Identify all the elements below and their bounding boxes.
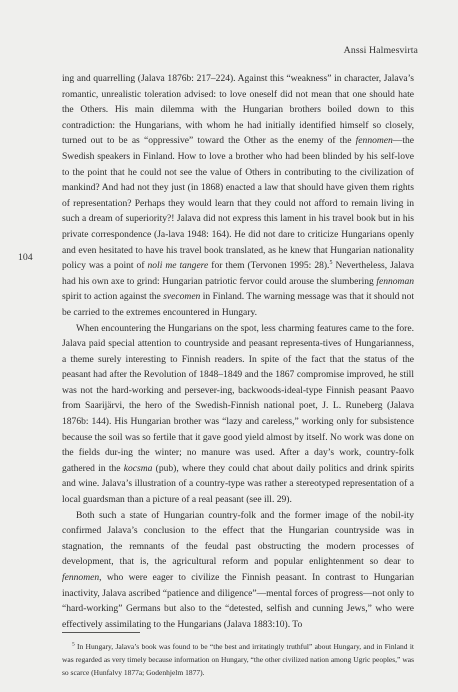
paragraph bbox=[62, 508, 414, 633]
text-run: in Finland. The warning message was that it should not be carried to the extremes encountered in Hungary. bbox=[62, 291, 414, 318]
footnote bbox=[62, 640, 414, 680]
text-run: (pub), where they could chat about daily politics and drink spirits and wine. Jalava’s illustration of a country-type was rather a stereotyped representation of a local guardsman than a picture of a real peasant (see ill. 29). bbox=[62, 462, 414, 506]
italic-text: fennoman bbox=[376, 275, 414, 287]
text-run: In Hungary, Jalava’s book was found to be “the best and irritatingly truthful” about Hungary, and in Finland it was regarded as very timely because information on Hungary, “the other civilized nation among Ugric peoples,” was so scarce (Hunfalvy 1877a; Godenhjelm 1877). bbox=[62, 642, 414, 678]
text-run: —the Swedish speakers in Finland. How to love a brother who had been blinded by his self-love to the point that he could not see the value of Others in contributing to the civilization of mankind? And had not they just (in 1868) enacted a law that should have given them rights of representation? Perhaps they would learn that they could not afford to remain living in such a dream of superiority?! Jalava did not express this lament in his travel book but in his private correspondence (Ja-lava 1948: 164). He did not dare to criticize Hungarians openly and even hesitated to have his travel book translated, as he knew that Hungarian nationality policy was a point of bbox=[62, 135, 414, 272]
italic-text: fennomen bbox=[355, 135, 393, 147]
footnote-divider bbox=[62, 632, 140, 633]
text-run: When encountering the Hungarians on the spot, less charming features came to the fore. Jalava paid special attention to countryside and peasant representa-tives of Hungarianness, a theme surely interesting to Finnish readers. In spite of the fact that the status of the peasant had after the Revolution of 1848–1849 and the 1867 compromise improved, he still was not the hard-working and persever-ing, backwoods-ideal-type Finnish peasant Paavo from Saarijärvi, the hero of the Swedish-Finnish national poet, J. L. Runeberg (Jalava 1876b: 144). His Hungarian brother was “lazy and careless,” working only for subsistence because the soil was so fertile that it gave good yield almost by itself. No work was done on the fields dur-ing the winter; no manure was used. After a day’s work, country-folk gathered in the bbox=[62, 322, 414, 474]
paragraph bbox=[62, 71, 414, 321]
text-run: ing and quarrelling (Jalava 1876b: 217–224). Against this “weakness” in character, Jalava’s romantic, unrealistic toleration advised: to love oneself did not mean that one should hate the Others. His main dilemma with the Hungarian brothers boiled down to this contradiction: the Hungarians, with whom he had initially identified himself so closely, turned out to be as “oppressive” toward the Other as the enemy of the bbox=[62, 73, 414, 147]
footnote-marker: 5 bbox=[72, 641, 75, 648]
italic-text: kocsma bbox=[123, 462, 153, 474]
text-run: for them (Tervonen 1995: 28). bbox=[208, 260, 330, 272]
italic-text: fennomen bbox=[62, 572, 100, 583]
text-run: spirit to action against the bbox=[62, 291, 164, 303]
body-text bbox=[62, 71, 414, 632]
text-run: Nevertheless, Jalava had his own axe to grind: Hungarian patriotic fervor could arouse the slumbering bbox=[62, 260, 414, 287]
footnotes bbox=[62, 640, 414, 680]
text-run: Both such a state of Hungarian country-folk and the former image of the nobil-ity confirmed Jalava’s conclusion to the effect that the Hungarian countryside was in stagnation, the remnants of the feudal past obstructing the modern processes of development, that is, the agricultural reform and popular enlightenment so dear to bbox=[62, 509, 414, 568]
page-number: 104 bbox=[18, 252, 33, 263]
italic-text: svecomen bbox=[163, 291, 201, 303]
running-head: Anssi Halmesvirta bbox=[343, 45, 418, 56]
text-run: , who were eager to civilize the Finnish peasant. In contrast to Hungarian inactivity, Jalava ascribed “patience and diligence”—mental forces of progress—not only to “hard-working” Germans but also to the “detested, selfish and cunning Jews,” who were effectively assimilating to the Hungarians (Jalava 1883:10). To bbox=[62, 572, 414, 630]
footnote-marker: 5 bbox=[329, 259, 333, 266]
italic-text: noli me tangere bbox=[147, 260, 209, 272]
paragraph bbox=[62, 321, 414, 508]
